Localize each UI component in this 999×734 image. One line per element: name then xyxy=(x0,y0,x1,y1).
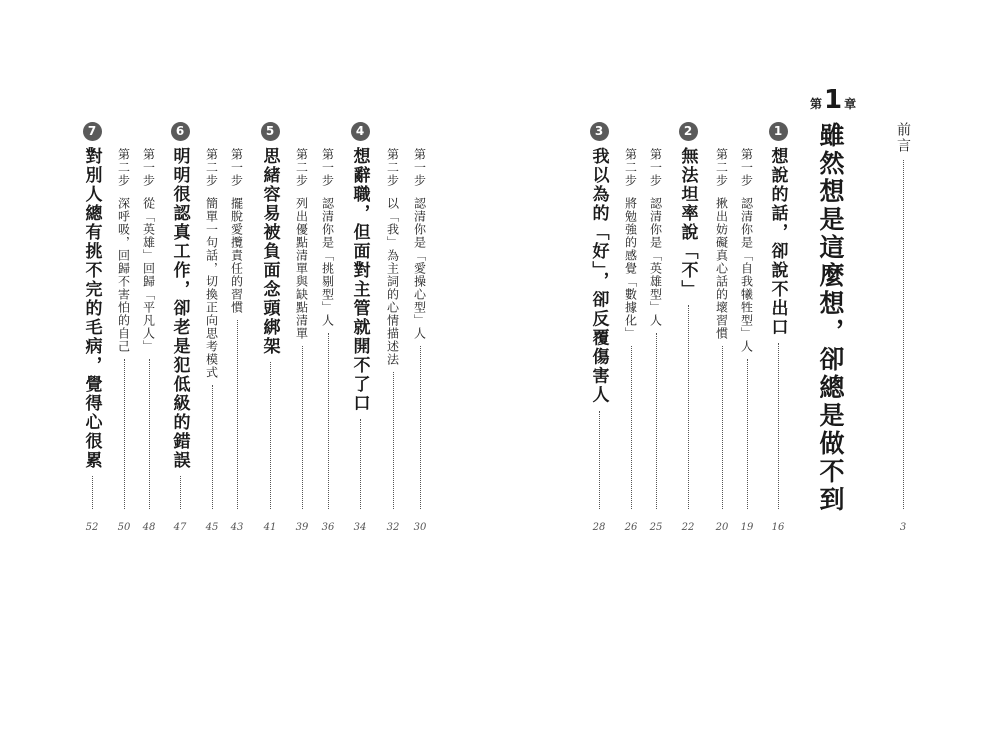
section-number-badge: 3 xyxy=(590,122,609,141)
toc-step[interactable] xyxy=(619,148,643,513)
dot-leader xyxy=(599,411,600,510)
page-number: 16 xyxy=(771,522,785,533)
page-number: 43 xyxy=(230,522,244,533)
step-title: 認清你是「英雄型」人 xyxy=(648,197,663,327)
section-number-badge: 6 xyxy=(171,122,190,141)
toc-step[interactable] xyxy=(137,148,161,513)
toc-section[interactable] xyxy=(168,122,192,513)
dot-leader xyxy=(237,320,238,509)
step-title: 認清你是「愛操心型」人 xyxy=(412,197,427,340)
dot-leader xyxy=(149,359,150,509)
dot-leader xyxy=(212,385,213,509)
section-title: 想說的話，卻說不出口 xyxy=(767,147,788,337)
toc-section[interactable] xyxy=(348,122,372,513)
page-number: 28 xyxy=(592,522,606,533)
toc-step[interactable] xyxy=(408,148,432,513)
step-label: 第一步 xyxy=(412,148,427,187)
chapter-suffix: 章 xyxy=(844,97,857,111)
toc-section[interactable] xyxy=(766,122,790,513)
chapter-prefix: 第 xyxy=(810,97,823,111)
toc-step[interactable] xyxy=(112,148,136,513)
chapter-title: 雖然想是這麼想，卻總是做不到 xyxy=(816,122,845,514)
dot-leader xyxy=(778,343,779,509)
chapter-number: 1 xyxy=(824,85,843,115)
dot-leader xyxy=(747,359,748,509)
step-label: 第一步 xyxy=(320,148,335,187)
section-title: 想辭職，但面對主管就開不了口 xyxy=(349,147,370,413)
toc-step[interactable] xyxy=(735,148,759,513)
toc-preface[interactable] xyxy=(891,122,915,513)
toc-step[interactable] xyxy=(225,148,249,513)
step-title: 列出優點清單與缺點清單 xyxy=(294,197,309,340)
section-title: 思緒容易被負面念頭綁架 xyxy=(259,147,280,356)
section-number-badge: 1 xyxy=(769,122,788,141)
page-number: 26 xyxy=(624,522,638,533)
page-number: 34 xyxy=(353,522,367,533)
toc-step[interactable] xyxy=(710,148,734,513)
page-number: 47 xyxy=(173,522,187,533)
section-number-badge: 7 xyxy=(83,122,102,141)
step-title: 簡單一句話，切換正向思考模式 xyxy=(204,197,219,379)
page-number: 45 xyxy=(205,522,219,533)
toc-section[interactable] xyxy=(587,122,611,513)
section-number-badge: 5 xyxy=(261,122,280,141)
step-label: 第二步 xyxy=(714,148,729,187)
toc-step[interactable] xyxy=(290,148,314,513)
step-label: 第二步 xyxy=(385,148,400,187)
page-number: 25 xyxy=(649,522,663,533)
toc-section[interactable] xyxy=(676,122,700,513)
page-number: 22 xyxy=(681,522,695,533)
page-number: 20 xyxy=(715,522,729,533)
section-title: 無法坦率說「不」 xyxy=(677,147,698,299)
preface-label: 前言 xyxy=(895,122,911,154)
step-label: 第二步 xyxy=(623,148,638,187)
toc-section[interactable] xyxy=(80,122,104,513)
page-number: 3 xyxy=(899,522,907,533)
dot-leader xyxy=(688,305,689,509)
dot-leader xyxy=(393,372,394,509)
step-title: 以「我」為主詞的心情描述法 xyxy=(385,197,400,366)
step-title: 從「英雄」回歸「平凡人」 xyxy=(141,197,156,353)
step-label: 第一步 xyxy=(739,148,754,187)
dot-leader xyxy=(656,333,657,509)
section-title: 對別人總有挑不完的毛病，覺得心很累 xyxy=(81,147,102,470)
page-number: 52 xyxy=(85,522,99,533)
dot-leader xyxy=(722,346,723,509)
step-title: 認清你是「挑剔型」人 xyxy=(320,197,335,327)
step-title: 深呼吸，回歸不害怕的自己 xyxy=(116,197,131,353)
toc-step[interactable] xyxy=(644,148,668,513)
dot-leader xyxy=(270,362,271,509)
page-number: 50 xyxy=(117,522,131,533)
section-title: 我以為的「好」，卻反覆傷害人 xyxy=(588,147,609,405)
section-number-badge: 2 xyxy=(679,122,698,141)
toc-section[interactable] xyxy=(258,122,282,513)
step-title: 將勉強的感覺「數據化」 xyxy=(623,197,638,340)
dot-leader xyxy=(92,476,93,509)
dot-leader xyxy=(328,333,329,509)
dot-leader xyxy=(302,346,303,509)
toc-step[interactable] xyxy=(381,148,405,513)
step-label: 第二步 xyxy=(204,148,219,187)
step-title: 揪出妨礙真心話的壞習慣 xyxy=(714,197,729,340)
step-label: 第一步 xyxy=(648,148,663,187)
page-number: 36 xyxy=(321,522,335,533)
dot-leader xyxy=(420,346,421,509)
page-number: 30 xyxy=(413,522,427,533)
dot-leader xyxy=(360,419,361,509)
step-title: 擺脫愛攬責任的習慣 xyxy=(229,197,244,314)
section-number-badge: 4 xyxy=(351,122,370,141)
dot-leader xyxy=(903,160,904,509)
toc-step[interactable] xyxy=(316,148,340,513)
dot-leader xyxy=(631,346,632,509)
page-number: 19 xyxy=(740,522,754,533)
step-title: 認清你是「自我犧牲型」人 xyxy=(739,197,754,353)
page-number: 41 xyxy=(263,522,277,533)
section-title: 明明很認真工作，卻老是犯低級的錯誤 xyxy=(169,147,190,470)
page-number: 39 xyxy=(295,522,309,533)
page-number: 48 xyxy=(142,522,156,533)
step-label: 第二步 xyxy=(294,148,309,187)
dot-leader xyxy=(124,359,125,509)
dot-leader xyxy=(180,476,181,509)
page-number: 32 xyxy=(386,522,400,533)
toc-step[interactable] xyxy=(200,148,224,513)
step-label: 第二步 xyxy=(116,148,131,187)
step-label: 第一步 xyxy=(141,148,156,187)
step-label: 第一步 xyxy=(229,148,244,187)
chapter-badge xyxy=(810,85,857,115)
